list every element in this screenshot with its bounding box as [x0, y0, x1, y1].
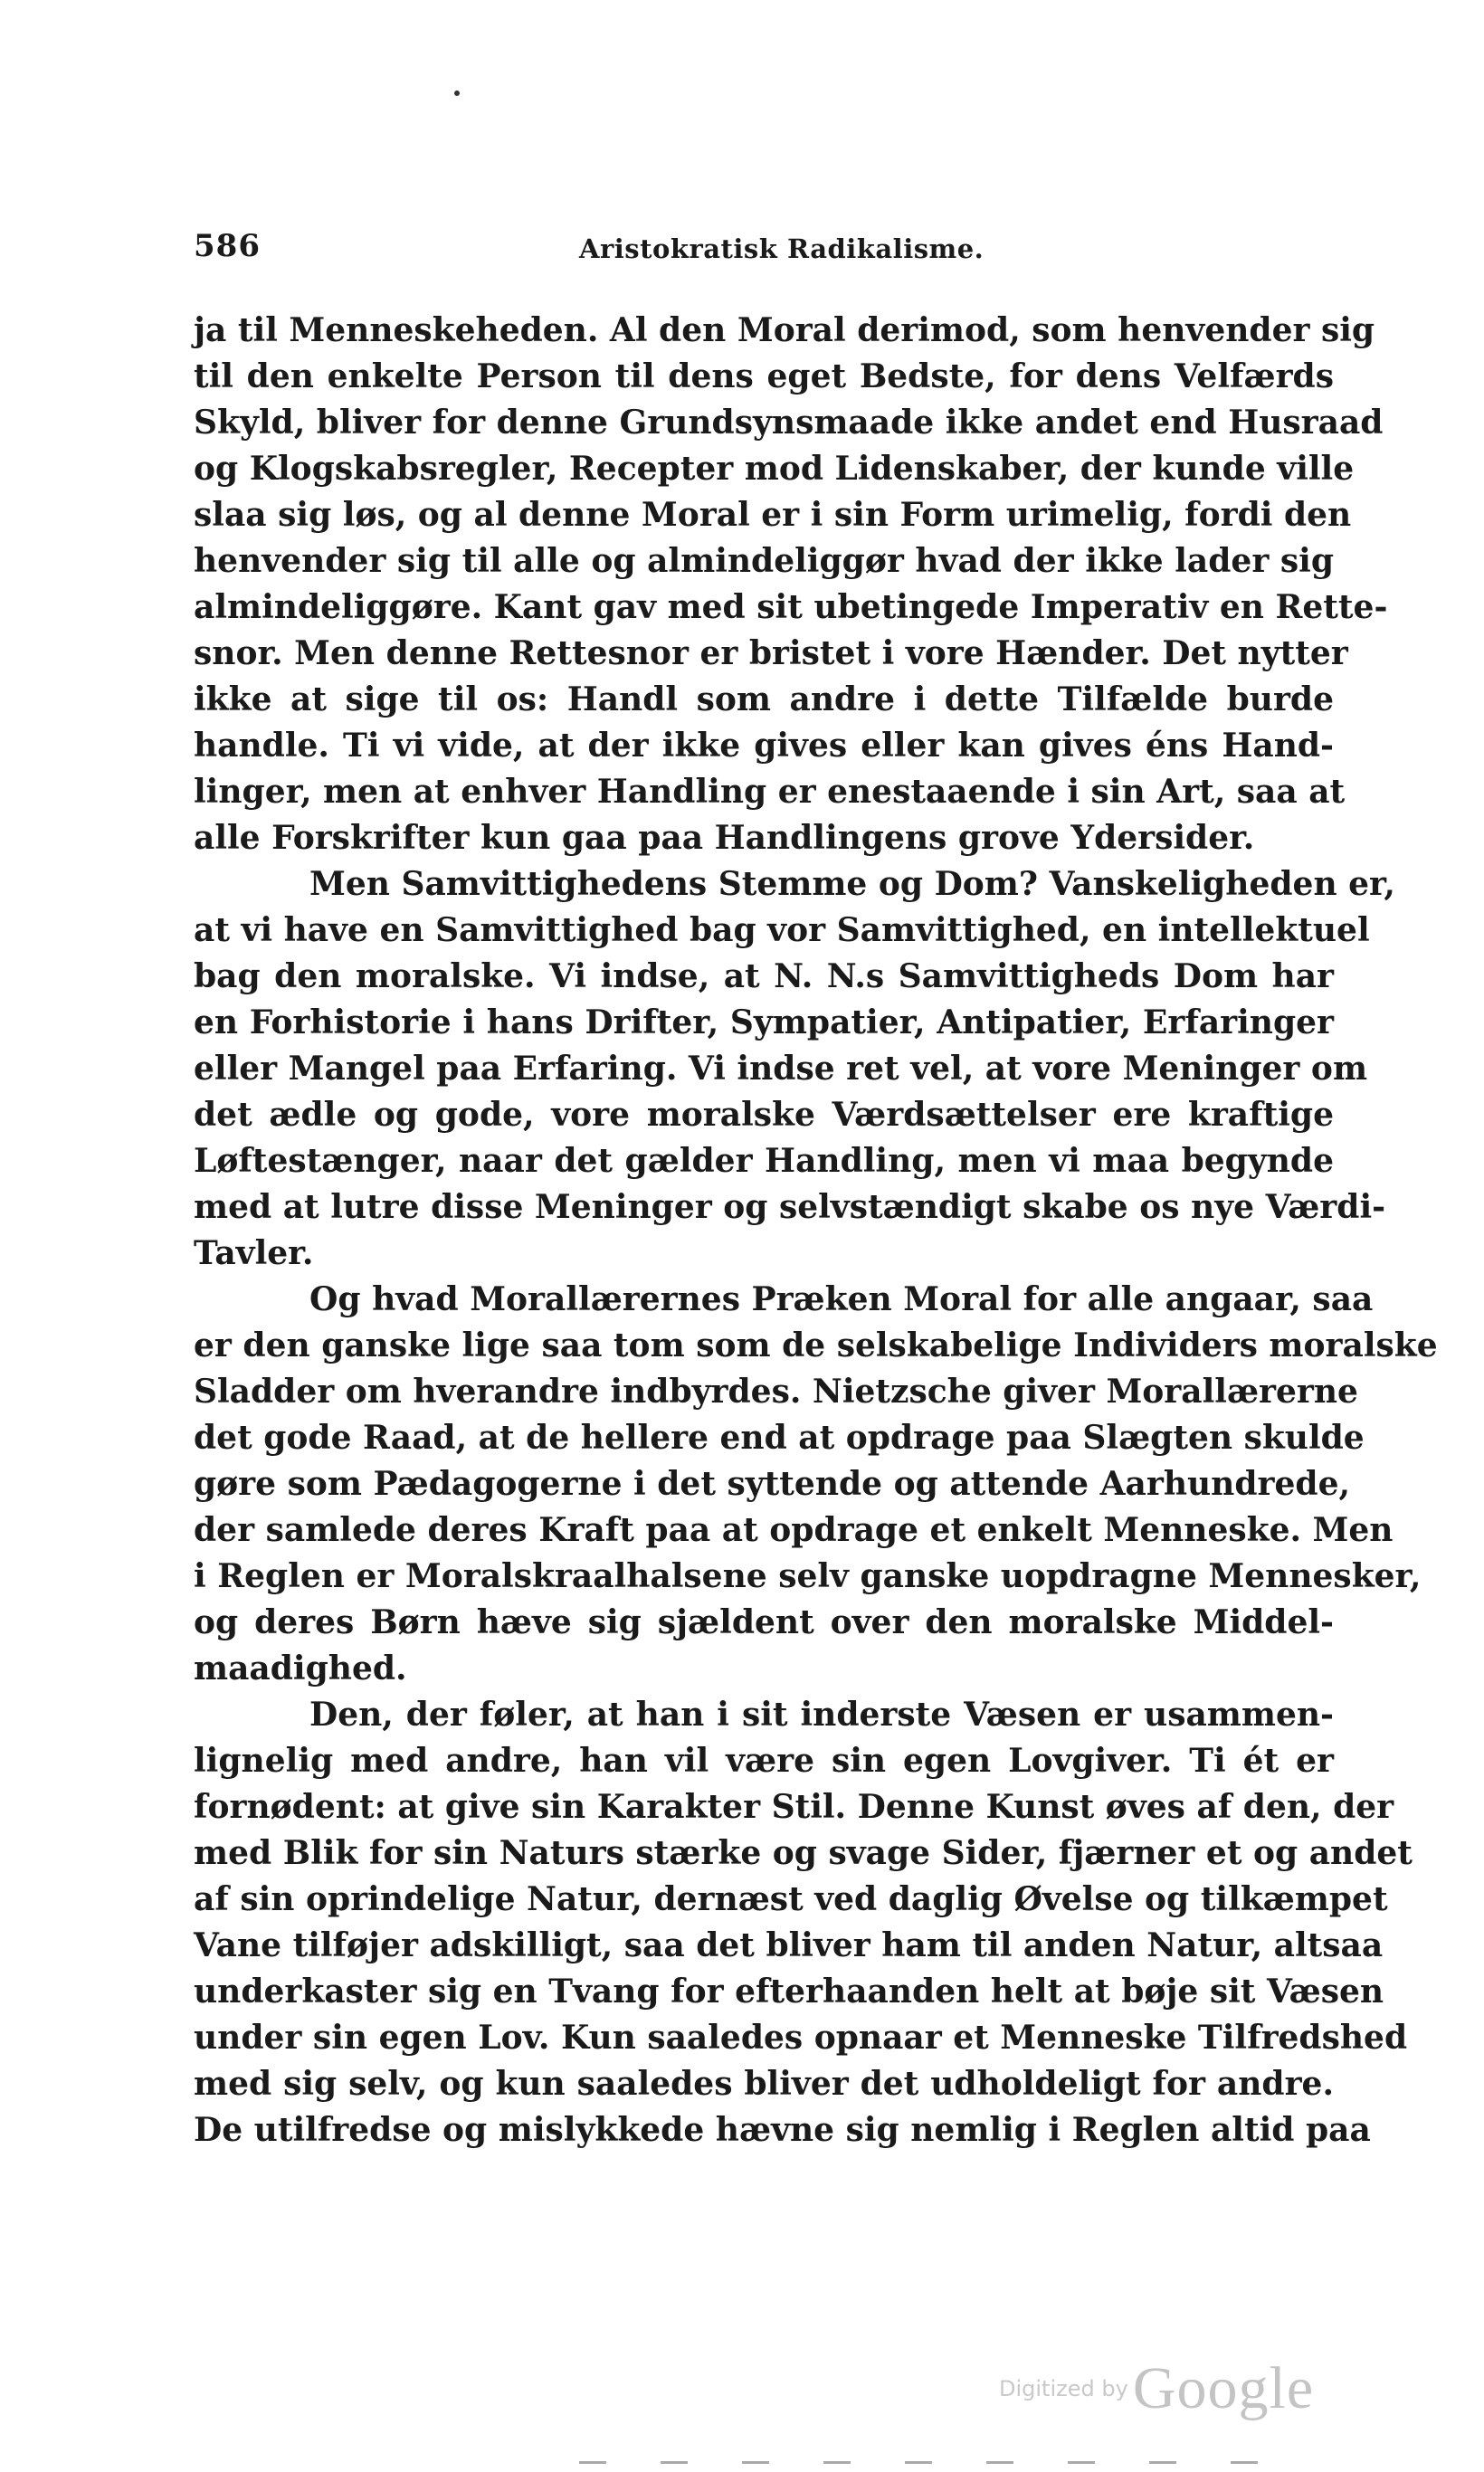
- text-line: af sin oprindelige Natur, dernæst ved daglig Øvelse og tilkæmpet: [194, 1880, 1388, 1918]
- paragraph-start-line: Og hvad Morallærernes Præken Moral for alle angaar, saa: [309, 1280, 1374, 1318]
- paragraph-start-line: Den, der føler, at han i sit inderste Væsen er usammen-: [309, 1696, 1334, 1734]
- text-line: og deres Børn hæve sig sjældent over den moralske Middel-: [194, 1603, 1334, 1641]
- watermark-prefix: Digitized by: [999, 2376, 1128, 2401]
- scan-edge-marks: [579, 2461, 1267, 2464]
- text-line: en Forhistorie i hans Drifter, Sympatier, Antipatier, Erfaringer: [194, 1003, 1334, 1041]
- text-line: ikke at sige til os: Handl som andre i dette Tilfælde burde: [194, 680, 1334, 718]
- text-line: med sig selv, og kun saaledes bliver det udholdeligt for andre.: [194, 2065, 1334, 2103]
- text-line: ja til Menneskeheden. Al den Moral derimod, som henvender sig: [194, 311, 1375, 349]
- text-line: at vi have en Samvittighed bag vor Samvittighed, en intellektuel: [194, 911, 1370, 949]
- text-line: Sladder om hverandre indbyrdes. Nietzsche giver Morallærerne: [194, 1373, 1358, 1411]
- stray-mark: [454, 90, 460, 96]
- text-line: almindeliggøre. Kant gav med sit ubetingede Imperativ en Rette-: [194, 588, 1388, 626]
- text-line: bag den moralske. Vi indse, at N. N.s Samvittigheds Dom har: [194, 957, 1334, 995]
- text-line: det ædle og gode, vore moralske Værdsættelser ere kraftige: [194, 1096, 1334, 1134]
- text-line: til den enkelte Person til dens eget Bedste, for dens Velfærds: [194, 357, 1334, 395]
- text-line: gøre som Pædagogerne i det syttende og attende Aarhundrede,: [194, 1465, 1350, 1503]
- text-line: der samlede deres Kraft paa at opdrage et enkelt Menneske. Men: [194, 1511, 1394, 1549]
- google-logo: Google: [1132, 2355, 1315, 2421]
- text-line: Skyld, bliver for denne Grundsynsmaade ikke andet end Husraad: [194, 404, 1384, 442]
- text-line: underkaster sig en Tvang for efterhaanden helt at bøje sit Væsen: [194, 1973, 1384, 2011]
- text-line: handle. Ti vi vide, at der ikke gives eller kan gives éns Hand-: [194, 727, 1334, 765]
- paragraph-end-line: alle Forskrifter kun gaa paa Handlingens grove Ydersider.: [194, 819, 1255, 857]
- running-title: Aristokratisk Radikalisme.: [579, 233, 985, 264]
- paragraph-end-line: Tavler.: [194, 1234, 314, 1272]
- text-line: De utilfredse og mislykkede hævne sig nemlig i Reglen altid paa: [194, 2111, 1371, 2149]
- text-line: lignelig med andre, han vil være sin egen Lovgiver. Ti ét er: [194, 1742, 1334, 1780]
- text-line: snor. Men denne Rettesnor er bristet i vore Hænder. Det nytter: [194, 634, 1348, 672]
- paragraph-end-line: maadighed.: [194, 1650, 407, 1688]
- page-number: 586: [194, 228, 261, 264]
- text-line: med Blik for sin Naturs stærke og svage Sider, fjærner et og andet: [194, 1834, 1413, 1872]
- text-line: i Reglen er Moralskraalhalsene selv ganske uopdragne Mennesker,: [194, 1557, 1422, 1595]
- text-line: under sin egen Lov. Kun saaledes opnaar et Menneske Tilfredshed: [194, 2019, 1408, 2057]
- text-line: fornødent: at give sin Karakter Stil. Denne Kunst øves af den, der: [194, 1788, 1394, 1826]
- text-line: linger, men at enhver Handling er enestaaende i sin Art, saa at: [194, 773, 1346, 811]
- text-line: henvender sig til alle og almindeliggør hvad der ikke lader sig: [194, 542, 1334, 580]
- paragraph-start-line: Men Samvittighedens Stemme og Dom? Vanskeligheden er,: [309, 865, 1395, 903]
- text-line: og Klogskabsregler, Recepter mod Lidenskaber, der kunde ville: [194, 450, 1355, 488]
- text-line: med at lutre disse Meninger og selvstændigt skabe os nye Værdi-: [194, 1188, 1386, 1226]
- text-line: det gode Raad, at de hellere end at opdrage paa Slægten skulde: [194, 1419, 1365, 1457]
- text-line: er den ganske lige saa tom som de selskabelige Individers moralske: [194, 1326, 1438, 1364]
- text-line: Løftestænger, naar det gælder Handling, men vi maa begynde: [194, 1142, 1334, 1180]
- page-header: [194, 228, 1334, 264]
- digitized-watermark: [999, 2354, 1314, 2427]
- text-line: Vane tilføjer adskilligt, saa det bliver ham til anden Natur, altsaa: [194, 1926, 1384, 1964]
- text-line: slaa sig løs, og al denne Moral er i sin Form urimelig, fordi den: [194, 496, 1352, 534]
- text-line: eller Mangel paa Erfaring. Vi indse ret vel, at vore Meninger om: [194, 1050, 1368, 1088]
